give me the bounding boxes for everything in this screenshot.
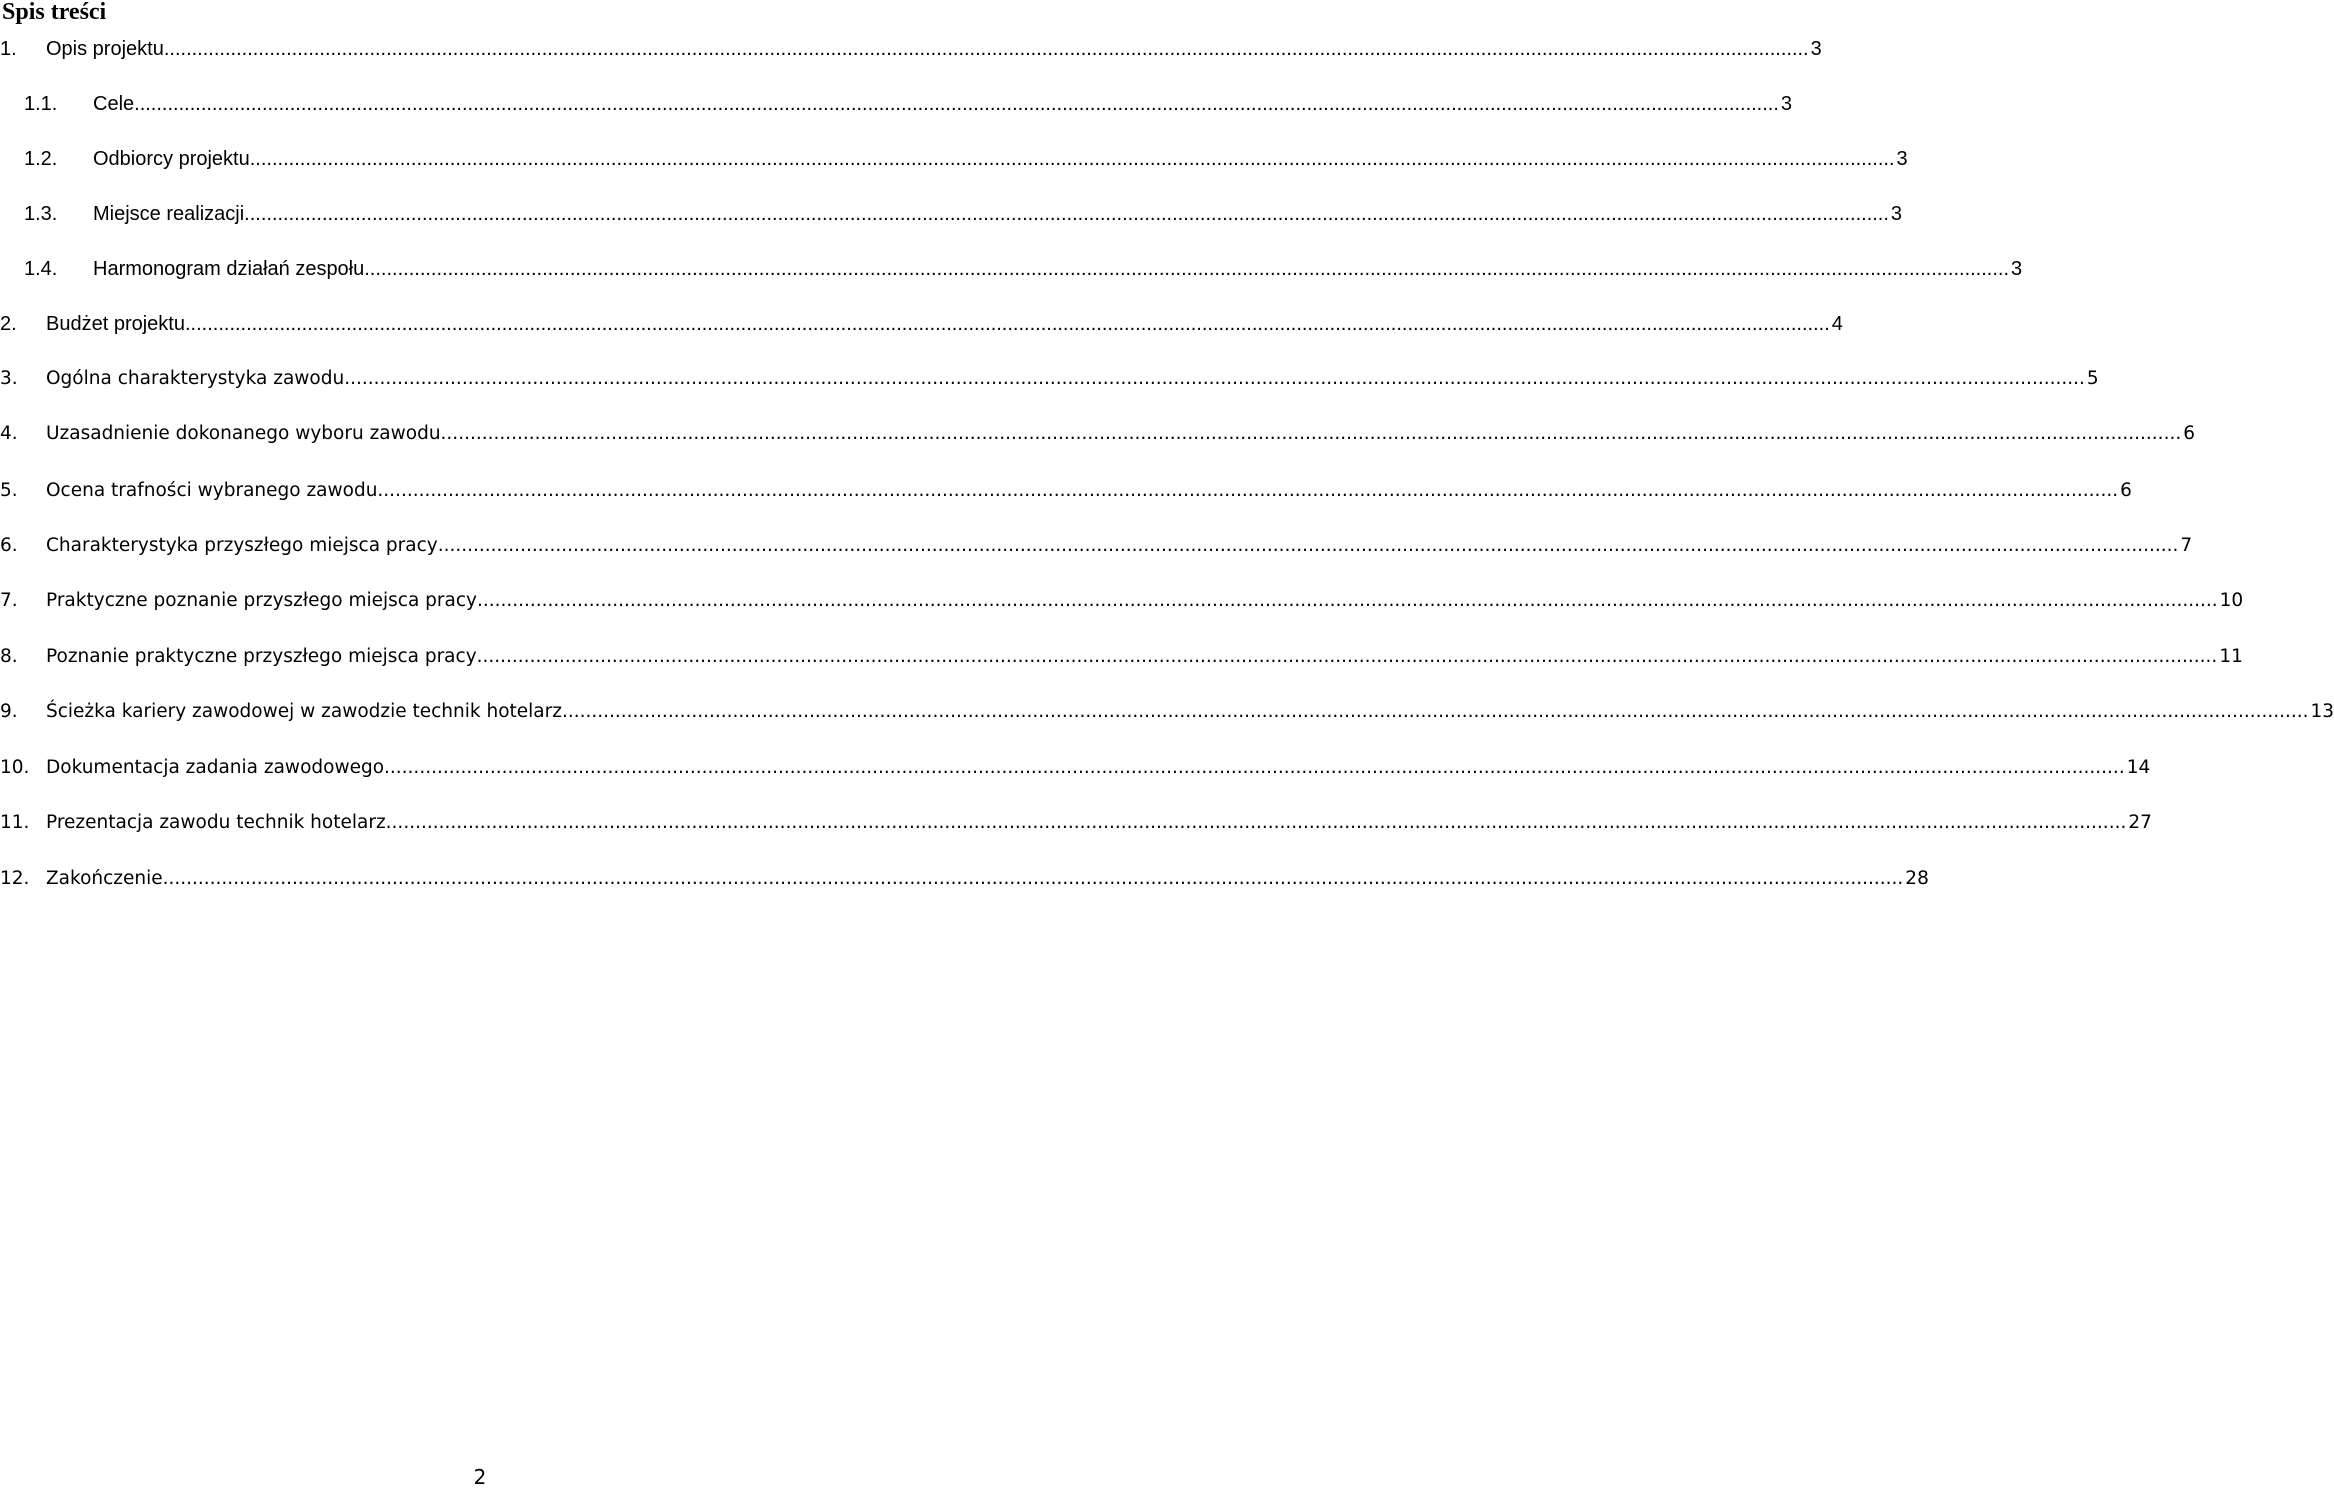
toc-entry-label: Dokumentacja zadania zawodowego	[46, 757, 385, 778]
toc-entry[interactable]	[0, 362, 2099, 392]
toc-entry-page: 3	[2011, 258, 2023, 280]
toc-entry-page: 6	[2120, 480, 2132, 501]
toc-entry-label: Harmonogram działań zespołu	[93, 258, 365, 280]
toc-entry-page: 3	[1896, 148, 1908, 170]
toc-entry-label: Odbiorcy projektu	[93, 148, 250, 170]
toc-entry-number: 7.	[0, 590, 18, 611]
toc-entry-page: 5	[2086, 368, 2099, 389]
toc-entry-label: Ogólna charakterystyka zawodu	[46, 368, 345, 389]
toc-entry-number: 10.	[0, 757, 30, 778]
toc-entry-page: 28	[1905, 868, 1929, 889]
toc-entry-label: Uzasadnienie dokonanego wyboru zawodu	[46, 423, 441, 444]
toc-leader-dots	[250, 146, 1895, 172]
toc-entry[interactable]	[0, 695, 2334, 725]
toc-entry[interactable]	[0, 32, 1822, 62]
toc-leader-dots	[344, 366, 2085, 392]
toc-leader-dots	[386, 810, 2127, 836]
toc-entry-label: Praktyczne poznanie przyszłego miejsca pracy	[46, 590, 477, 611]
toc-entry[interactable]	[0, 142, 1908, 172]
toc-entry-label: Charakterystyka przyszłego miejsca pracy	[46, 535, 438, 556]
toc-entry[interactable]	[0, 87, 1793, 117]
toc-entry-number: 8.	[0, 646, 18, 667]
toc-leader-dots	[438, 533, 2179, 559]
toc-entry-page: 3	[1810, 38, 1822, 60]
toc-entry[interactable]	[0, 252, 2023, 282]
toc-entry-label: Miejsce realizacji	[93, 203, 245, 225]
toc-leader-dots	[477, 644, 2218, 670]
toc-entry-page: 6	[2183, 423, 2195, 444]
toc-entry[interactable]	[0, 584, 2244, 614]
page-number: 2	[473, 1465, 487, 1489]
toc-entry-page: 3	[1780, 93, 1793, 115]
toc-leader-dots	[568, 699, 2309, 725]
toc-entry-page: 11	[2219, 646, 2243, 667]
toc-leader-dots	[244, 201, 1889, 227]
toc-entry-page: 10	[2219, 590, 2244, 611]
toc-entry[interactable]	[0, 529, 2193, 559]
toc-entry-number: 9.	[0, 701, 18, 722]
toc-entry-number: 1.	[0, 38, 17, 60]
toc-leader-dots	[364, 256, 2009, 282]
toc-entry[interactable]	[0, 806, 2152, 836]
toc-entry-number: 5.	[0, 480, 18, 501]
toc-leader-dots	[384, 755, 2125, 781]
toc-entry-page: 13	[2310, 701, 2334, 722]
toc-entry-number: 3.	[0, 368, 18, 389]
toc-leader-dots	[185, 311, 1830, 337]
toc-entry-number: 11.	[0, 812, 30, 833]
toc-leader-dots	[377, 478, 2118, 504]
toc-leader-dots	[134, 91, 1779, 117]
toc-title: Spis treści	[2, 0, 107, 25]
toc-entry-label: Ocena trafności wybranego zawodu	[46, 480, 378, 501]
toc-entry-page: 14	[2126, 757, 2151, 778]
toc-entry-label: Opis projektu	[46, 38, 164, 60]
toc-leader-dots	[441, 421, 2182, 447]
toc-entry[interactable]	[0, 640, 2243, 670]
toc-entry-number: 1.1.	[24, 93, 58, 115]
toc-entry-number: 1.2.	[24, 148, 58, 170]
toc-entry[interactable]	[0, 474, 2132, 504]
toc-entry-number: 6.	[0, 535, 18, 556]
toc-entry[interactable]	[0, 751, 2151, 781]
toc-entry-number: 1.4.	[24, 258, 58, 280]
toc-entry-number: 2.	[0, 313, 17, 335]
toc-entry-label: Ścieżka kariery zawodowej w zawodzie technik hotelarz.	[46, 701, 568, 722]
toc-entry-number: 12.	[0, 868, 30, 889]
toc-entry[interactable]	[0, 307, 1843, 337]
toc-entry-page: 27	[2128, 812, 2152, 833]
toc-entry-number: 4.	[0, 423, 18, 444]
toc-entry-page: 4	[1831, 313, 1843, 335]
toc-entry[interactable]	[0, 417, 2195, 447]
toc-entry-page: 7	[2180, 535, 2193, 556]
toc-entry-label: Zakończenie	[46, 868, 163, 889]
toc-entry-number: 1.3.	[24, 203, 58, 225]
toc-entry-label: Cele	[93, 93, 135, 115]
toc-entry-label: Poznanie praktyczne przyszłego miejsca pracy	[46, 646, 477, 667]
toc-leader-dots	[163, 866, 1904, 892]
toc-entry[interactable]	[0, 862, 1929, 892]
toc-entry-label: Budżet projektu	[46, 313, 185, 335]
toc-entry-label: Prezentacja zawodu technik hotelarz	[46, 812, 386, 833]
toc-entry-page: 3	[1890, 203, 1903, 225]
toc-leader-dots	[477, 588, 2218, 614]
toc-entry[interactable]	[0, 197, 1903, 227]
toc-leader-dots	[164, 36, 1809, 62]
